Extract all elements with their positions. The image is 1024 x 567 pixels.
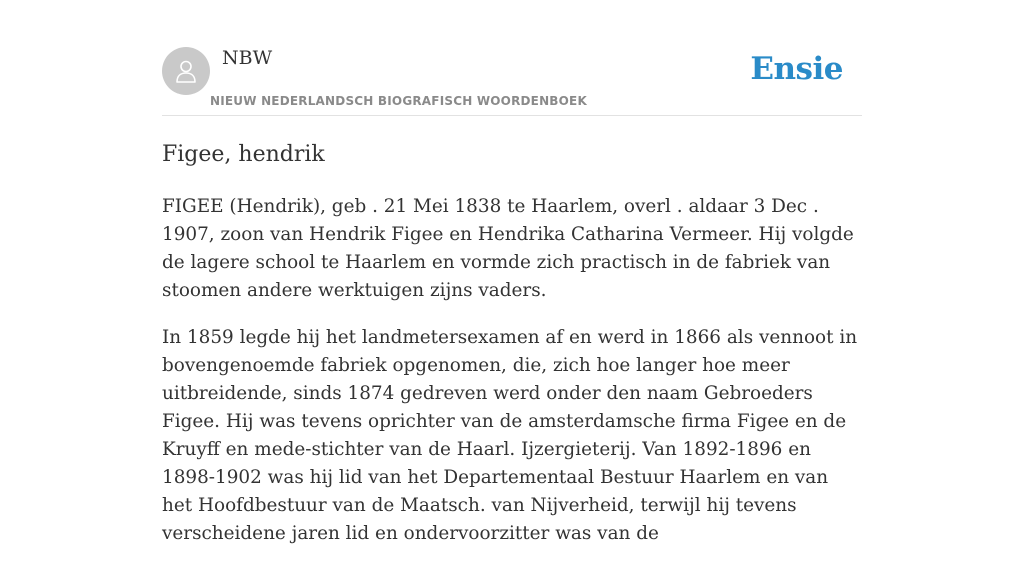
article-body [162, 193, 862, 548]
source-title[interactable]: NIEUW NEDERLANDSCH BIOGRAFISCH WOORDENBOEK [210, 94, 587, 108]
article-title: Figee, hendrik [162, 142, 325, 167]
article-paragraph: In 1859 legde hij het landmetersexamen af en werd in 1866 als vennoot in bovengenoemde fabriek opgenomen, die, zich hoe langer hoe meer uitbreidende, sinds 1874 gedreven werd onder den naam Gebroeders Figee. Hij was tevens oprichter van de amsterdamsche firma Figee en de Kruyff en mede-stichter van de Haarl. Ijzergieterij. Van 1892-1896 en 1898-1902 was hij lid van het Departementaal Bestuur Haarlem en van het Hoofdbestuur van de Maatsch. van Nijverheid, terwijl hij tevens verscheidene jaren lid en ondervoorzitter was van de [162, 327, 858, 544]
brand-logo[interactable]: Ensie [750, 51, 843, 87]
content-container [162, 0, 862, 567]
article-paragraph: FIGEE (Hendrik), geb . 21 Mei 1838 te Haarlem, overl . aldaar 3 Dec . 1907, zoon van Hendrik Figee en Hendrika Catharina Vermeer. Hij volgde de lagere school te Haarlem en vormde zich practisch in de fabriek van stoomen andere werktuigen zijns vaders. [162, 196, 854, 301]
author-name[interactable]: NBW [222, 47, 273, 69]
avatar[interactable] [162, 47, 210, 95]
user-icon [172, 57, 200, 85]
source-header [162, 0, 862, 116]
